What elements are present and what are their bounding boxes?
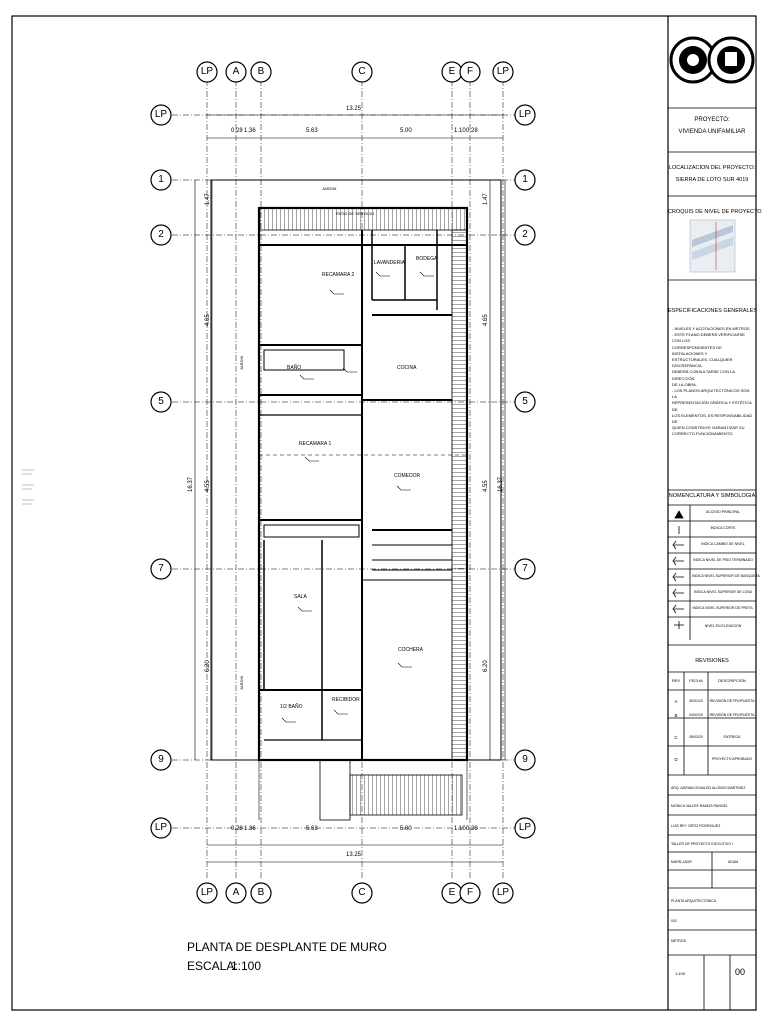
dim-top-part-1: 0.28	[231, 128, 243, 134]
revision-row-rev: C	[674, 735, 678, 740]
room-medio-bano: 1/2 BAÑO	[280, 704, 303, 710]
grid-label-top-lp2: LP	[496, 66, 510, 77]
spec-line: LOS ELEMENTOS, ES RESPONSABILIDAD DE	[672, 412, 753, 425]
grid-label-left-lp1: LP	[154, 109, 168, 120]
grid-label-bottom-f: F	[466, 887, 474, 898]
revisiones-header-desc: DESCRIPCIÓN	[718, 678, 746, 683]
sheet-number: 00	[735, 967, 746, 977]
grid-label-top-b: B	[257, 66, 265, 77]
revisiones-title: REVISIONES	[695, 658, 729, 664]
spec-line: - NIVELES Y ACOTACIONES EN METROS	[672, 326, 750, 331]
materia-name: TALLER DE PROYECTO EJECUTIVO I	[671, 842, 733, 846]
nomenclatura-item: INDICA CAMBIO DE NIVEL	[701, 542, 745, 546]
dim-right-part-1: 1.47	[483, 193, 489, 205]
dim-left-part-2: 4.65	[205, 314, 211, 326]
grid-label-top-lp1: LP	[200, 66, 214, 77]
grid-label-left-2: 2	[158, 229, 164, 240]
grid-label-bottom-b: B	[257, 887, 265, 898]
grid-label-right-lp2: LP	[518, 822, 532, 833]
spec-line: CORRESPONDIENTES DE INSTALACIONES Y	[672, 344, 722, 356]
room-bodega: BODEGA	[416, 256, 438, 262]
dim-bottom-part-4: 5.00	[400, 826, 412, 832]
revision-row-rev: B	[674, 713, 678, 718]
building-outline	[211, 180, 501, 820]
grid-label-top-e: E	[448, 66, 456, 77]
nomenclatura-item: INDICA NIVEL SUPERIOR DE LOSA	[693, 590, 753, 594]
scale-label: ESCALA:	[187, 959, 238, 973]
grid-label-right-lp1: LP	[518, 109, 532, 120]
grid-label-left-7: 7	[158, 563, 164, 574]
localizacion-label: LOCALIZACION DEL PROYECTO:	[668, 165, 756, 171]
dim-left-part-1: 1.47	[205, 193, 211, 205]
revisiones-header-rev: REV	[671, 678, 681, 683]
scale-value: 1:100	[231, 959, 262, 973]
grid-label-top-a: A	[232, 66, 240, 77]
escala-value: 1:100	[675, 971, 686, 976]
dim-top-part-3: 5.63	[306, 128, 318, 134]
asesor-name: LUIS REY ORTIZ RODRIGUEZ	[671, 824, 721, 828]
dim-left-part-3: 4.55	[205, 480, 211, 492]
side-notes	[22, 470, 34, 504]
nomenclatura-item: NIVEL EN ELEVACION	[704, 624, 742, 628]
croquis-thumbnail	[690, 220, 735, 272]
dim-left-part-4: 6.20	[205, 660, 211, 672]
revisiones-header-fecha: FECHA	[689, 678, 703, 683]
sheet-border	[12, 16, 762, 1010]
dim-right-part-2: 4.65	[483, 314, 489, 326]
spec-line: QUIEN CONSTRUYE GARANTIZAR SU	[672, 425, 745, 431]
revision-row-rev: D	[674, 757, 678, 762]
nomenclatura-title: NOMENCLATURA Y SIMBOLOGIA	[668, 493, 756, 499]
grid-label-right-9: 9	[522, 754, 528, 765]
room-cochera: COCHERA	[398, 647, 424, 653]
nomenclatura-item: INDICA CORTE	[710, 526, 736, 530]
plano-name: PLANTA ARQUITECTONICA	[671, 899, 717, 903]
dim-top-part-4: 5.00	[400, 128, 412, 134]
room-lavanderia: LAVANDERIA	[374, 260, 405, 266]
spec-line: REPRESENTACIÓN GRÁFICA Y ESTÉTICA DE	[672, 400, 752, 412]
drawing-title: PLANTA DE DESPLANTE DE MURO	[187, 940, 387, 954]
room-cocina: COCINA	[397, 365, 417, 371]
localizacion-value: SIERRA DE LOTO SUR 4019	[675, 177, 749, 183]
grid-bubbles-left	[151, 105, 171, 838]
alumno-name: MONICA VALLES RAMOS RANGEL	[671, 804, 728, 808]
dim-bottom-part-6: 0.28	[466, 826, 478, 832]
nomenclatura-item: INDICA NIVEL DE PISO TERMINADO	[693, 558, 753, 562]
dim-right-total: 16.37	[498, 476, 504, 492]
grid-label-right-7: 7	[522, 563, 528, 574]
room-patio: PATIO DE SERVICIO	[336, 211, 375, 216]
dim-top-part-5: 1.10	[454, 128, 466, 134]
dim-bottom-part-3: 5.63	[306, 826, 318, 832]
grid-bubbles-right	[515, 105, 535, 838]
revision-row-desc: REVISIÓN DE PROPUESTA	[709, 699, 755, 703]
grid-label-right-5: 5	[522, 396, 528, 407]
clave-value: 002	[671, 919, 677, 923]
grid-label-right-2: 2	[522, 229, 528, 240]
room-jardin-top: JARDIN	[322, 186, 337, 191]
room-sala: SALA	[294, 594, 307, 600]
grid-label-left-9: 9	[158, 754, 164, 765]
proyecto-label: PROYECTO:	[694, 117, 730, 123]
nomenclatura-item: INDICA NIVEL SUPERIOR DE BANQUETA	[692, 574, 760, 578]
arq-name: ARQ. ADRIAN OSVALDO ALONSO MARTINEZ	[671, 786, 746, 790]
spec-line: CORRECTO FUNCIONAMIENTO.	[672, 431, 734, 437]
dim-bottom-part-2: 1.36	[244, 826, 256, 832]
room-jardin-left-1: JARDIN	[239, 355, 244, 370]
revision-row-desc: ENTREGA	[723, 735, 741, 739]
revision-row-desc: PROYECTO APROBADO	[711, 757, 753, 761]
spec-line: DEBERÁ CONSULTARSE CON LA DIRECCIÓN	[672, 369, 735, 381]
room-bano: BAÑO	[287, 365, 302, 371]
grid-label-left-5: 5	[158, 396, 164, 407]
spec-line: - LOS PLANOS ARQUITECTÓNICOS SON LA	[672, 388, 750, 400]
revision-row-desc: REVISIÓN DE PROPUESTA	[709, 713, 755, 717]
nomenclatura-item: INDICA NIVEL SUPERIOR DE PRETIL	[692, 606, 754, 610]
dim-top-part-6: 0.28	[466, 128, 478, 134]
spec-line: - ESTE PLANO DEBERÁ VERIFICARSE CON LOS	[672, 332, 745, 344]
grid-label-bottom-c: C	[358, 887, 366, 898]
room-comedor: COMEDOR	[394, 473, 421, 479]
logo-seal-right	[709, 38, 753, 82]
especificaciones-text	[672, 326, 754, 438]
revision-row-fecha: 04/02/20	[689, 713, 703, 717]
croquis-label: CROQUIS DE NIVEL DE PROYECTO	[668, 209, 762, 215]
dim-right-part-3: 4.55	[483, 480, 489, 492]
grid-label-bottom-e: E	[448, 887, 456, 898]
spec-line: ESTRUCTURALES. CUALQUIER DISCREPANCIA	[672, 357, 733, 369]
grid-label-top-c: C	[358, 66, 366, 77]
grid-label-left-lp2: LP	[154, 822, 168, 833]
room-recamara-1: RECAMARA 1	[299, 441, 332, 447]
dim-bottom-part-1: 0.28	[231, 826, 243, 832]
nomenclature-symbols	[673, 511, 684, 629]
nomenclatura-item: ACCESO PRINCIPAL	[706, 510, 740, 514]
proyecto-value: VIVIENDA UNIFAMILIAR	[678, 129, 746, 135]
fecha-value: MARR-JADR	[671, 860, 692, 864]
unidades-value: METROS	[671, 939, 686, 943]
dim-right-part-4: 6.20	[483, 660, 489, 672]
room-jardin-left-2: JARDIN	[239, 675, 244, 690]
grid-label-right-1: 1	[522, 174, 528, 185]
grid-label-bottom-lp2: LP	[496, 887, 510, 898]
spec-line: DE LA OBRA.	[672, 381, 697, 387]
grid-label-bottom-lp1: LP	[200, 887, 214, 898]
revision-row-fecha: 05/02/20	[689, 735, 703, 739]
grid-label-left-1: 1	[158, 174, 164, 185]
especificaciones-title: ESPECIFICACIONES GENERALES	[668, 308, 757, 314]
dim-bottom-part-5: 1.10	[454, 826, 466, 832]
room-recamara-2: RECAMARA 2	[322, 272, 355, 278]
grid-label-bottom-a: A	[232, 887, 240, 898]
revision-row-rev: A	[674, 699, 678, 704]
grid-label-top-f: F	[466, 66, 474, 77]
revision-row-fecha: 30/01/20	[689, 699, 703, 703]
dim-top-total: 13.25	[346, 106, 362, 112]
hoja-ref: ADAM	[728, 860, 739, 864]
dim-left-total: 16.37	[188, 476, 194, 492]
interior-walls	[259, 230, 467, 760]
level-markers	[282, 272, 434, 722]
room-recibidor: RECIBIDOR	[332, 697, 360, 703]
dim-top-part-2: 1.36	[244, 128, 256, 134]
dim-bottom-total: 13.25	[346, 852, 362, 858]
